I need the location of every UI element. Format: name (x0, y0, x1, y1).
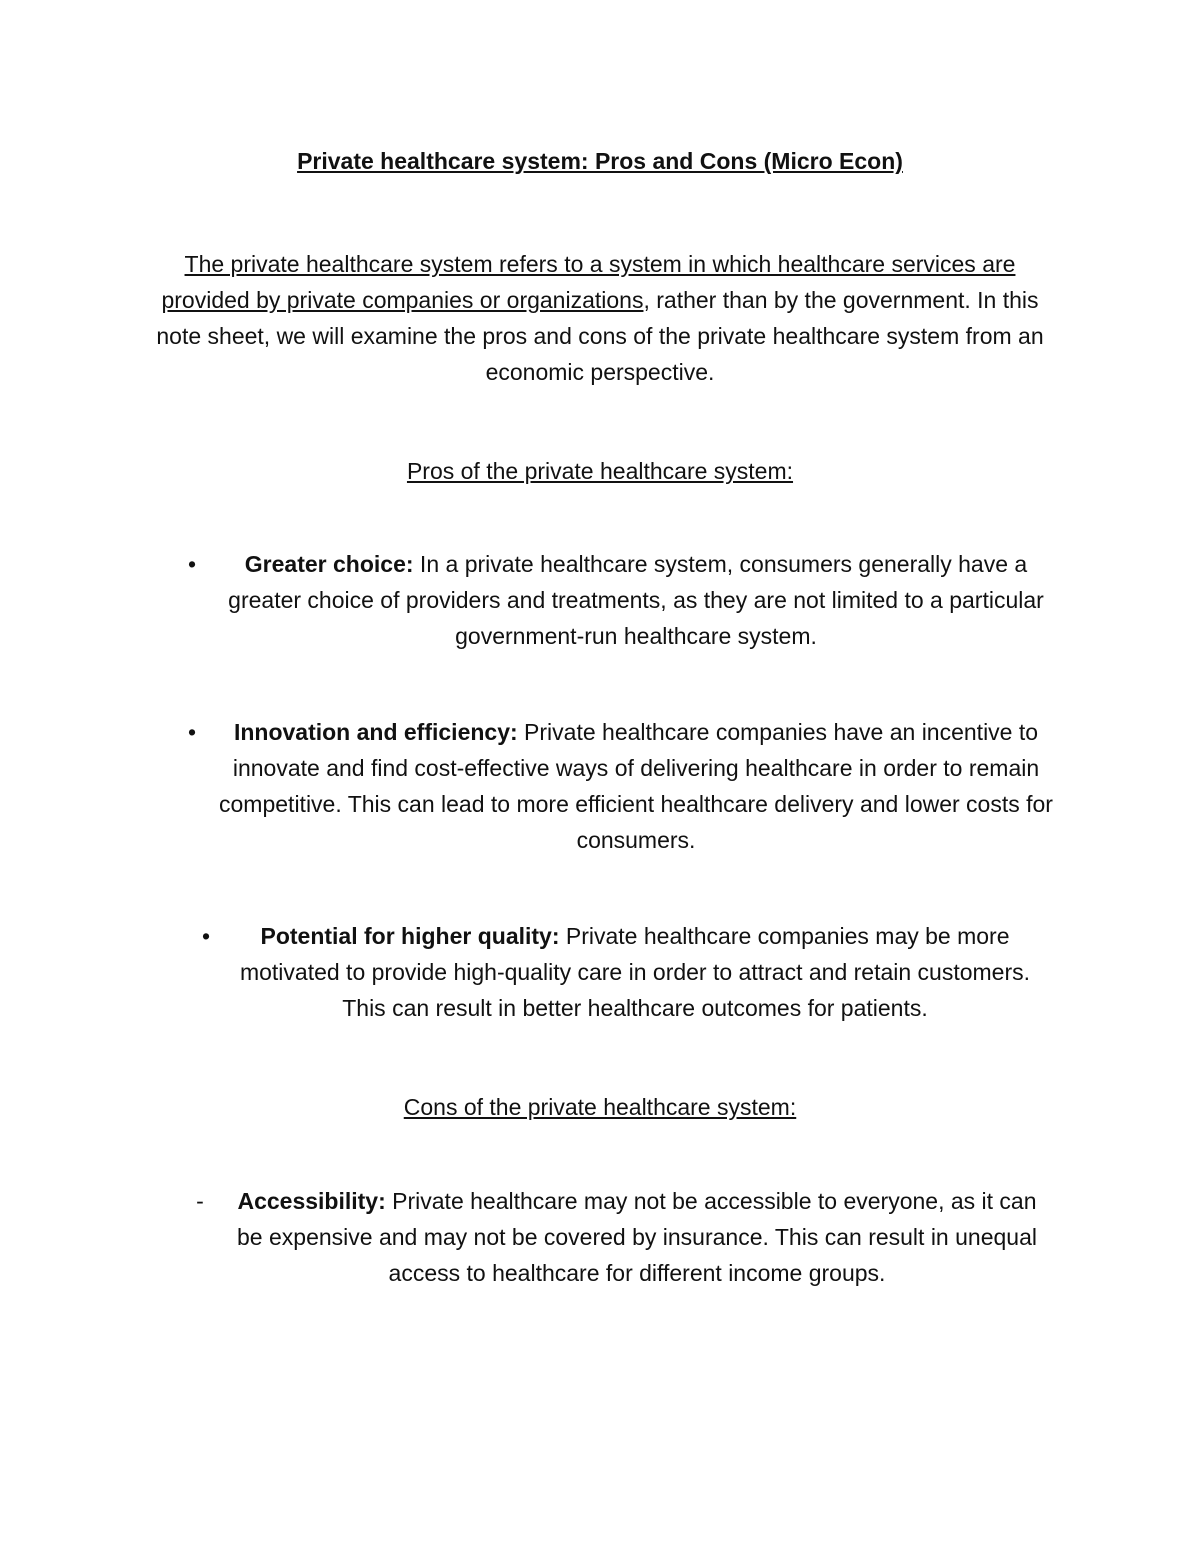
pros-item-text: Private healthcare companies may be more motivated to provide high-quality care in order to attract and retain customers. This can result in better healthcare outcomes for patients. (239, 923, 1031, 1021)
cons-item-label: Accessibility: (237, 1188, 386, 1214)
pros-item-label: Potential for higher quality: (260, 923, 560, 949)
dash-marker: - (196, 1188, 204, 1214)
intro-underlined-text: The private healthcare system refers to a system in which healthcare services are provided by private companies or organizations (161, 251, 1016, 313)
pros-item-higher-quality (201, 918, 1038, 1026)
pros-item-text: Private healthcare companies have an incentive to innovate and find cost-effective ways of delivering healthcare in order to remain competitive. This can lead to more efficient healthcare delivery and lower costs for consumers. (219, 719, 1053, 853)
document-title: Private healthcare system: Pros and Cons (Micro Econ) (297, 148, 903, 174)
pros-item-text: In a private healthcare system, consumers generally have a greater choice of providers and treatments, as they are not limited to a particular government-run healthcare system. (228, 551, 1044, 649)
bullet-marker: • (187, 719, 197, 745)
cons-heading: Cons of the private healthcare system: (403, 1094, 797, 1120)
intro-paragraph (140, 246, 1060, 390)
bullet-marker: • (187, 551, 197, 577)
intro-rest-text: , rather than by the government. In this note sheet, we will examine the pros and cons of the private healthcare system from an economic perspective. (156, 287, 1044, 385)
cons-item-text: Private healthcare may not be accessible to everyone, as it can be expensive and may not be covered by insurance. This can result in unequal access to healthcare for different income groups. (237, 1188, 1037, 1286)
pros-item-innovation-efficiency (187, 714, 1054, 858)
bullet-marker: • (201, 923, 211, 949)
pros-item-label: Innovation and efficiency: (233, 719, 518, 745)
pros-item-greater-choice (187, 546, 1054, 654)
cons-item-accessibility (196, 1183, 1048, 1291)
pros-heading: Pros of the private healthcare system: (406, 458, 794, 484)
pros-item-label: Greater choice: (244, 551, 414, 577)
